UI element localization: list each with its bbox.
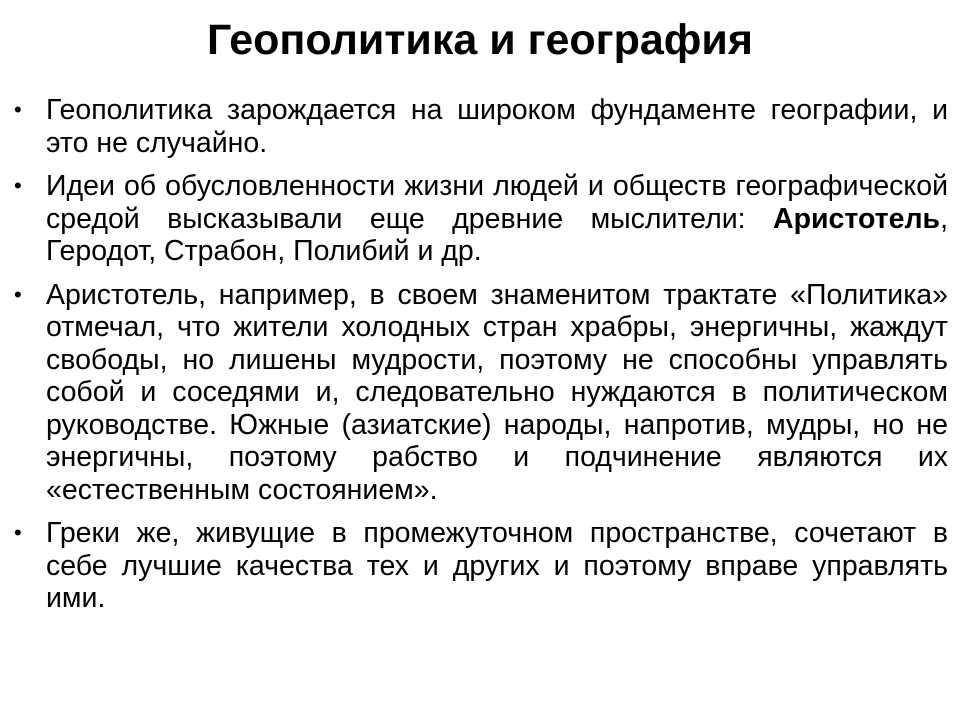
bullet-icon: • bbox=[14, 281, 22, 307]
bullet-item-3 bbox=[14, 279, 948, 507]
bullet-item-1 bbox=[14, 94, 948, 159]
bullet-icon: • bbox=[14, 173, 22, 198]
bullet-item-2 bbox=[14, 170, 948, 268]
slide-title: Геополитика и география bbox=[207, 16, 753, 64]
bullet-text: Греки же, живущие в промежуточном пространстве, сочетают в себе лучшие качества тех и других и поэтому вправе управлять ими. bbox=[46, 517, 948, 614]
bullet-text: Аристотель, например, в своем знаменитом трактате «Политика» отмечал, что жители холодных стран храбры, энергичны, жаждут свободы, но лишены мудрости, поэтому не способны управлять собой и соседями и, следовательно нуждаются в политическом руководстве. Южные (азиатские) народы, напротив, мудры, но не энергичны, поэтому рабство и подчинение являются их «естественным состоянием». bbox=[46, 278, 948, 506]
bullet-text-bold: Аристотель bbox=[773, 202, 941, 235]
bullet-text-before: Идеи об обусловленности жизни людей и обществ географической средой высказывали еще древние мыслители: bbox=[46, 170, 948, 235]
bullet-icon: • bbox=[14, 520, 22, 545]
bullet-list bbox=[14, 94, 948, 626]
bullet-text-after: , Геродот, Страбон, Полибий и др. bbox=[46, 202, 948, 267]
bullet-icon: • bbox=[14, 97, 22, 122]
bullet-item-4 bbox=[14, 517, 948, 615]
bullet-text: Геополитика зарождается на широком фундаменте географии, и это не случайно. bbox=[46, 94, 948, 159]
